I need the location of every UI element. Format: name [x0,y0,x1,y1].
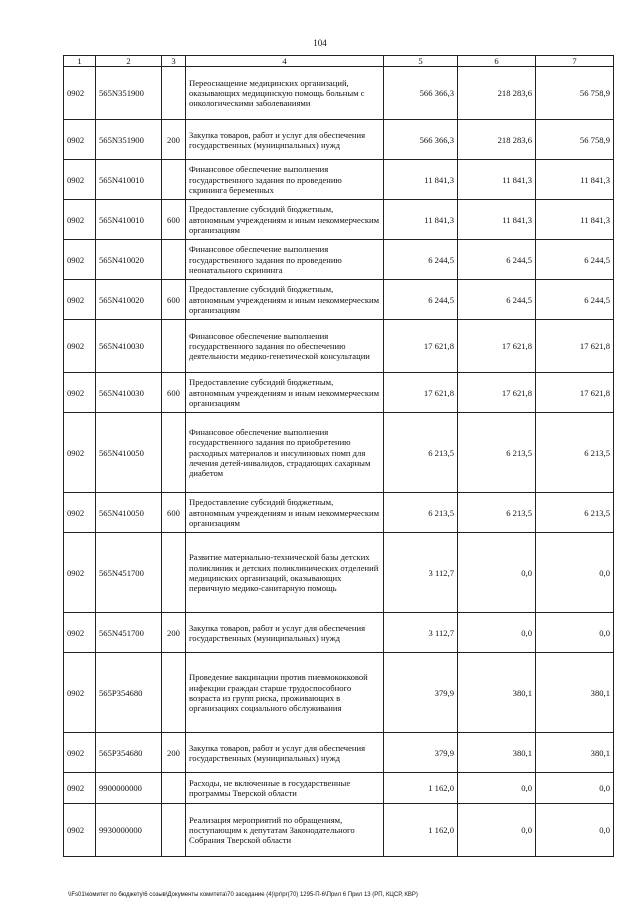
section-code-cell: 0902 [64,67,96,120]
section-code-cell: 0902 [64,200,96,240]
amount-year2-cell: 6 213,5 [458,493,536,533]
expense-type-code-cell: 600 [162,373,186,413]
table-row [64,804,614,857]
target-article-code-cell: 565N410020 [96,240,162,280]
amount-year1-cell: 3 112,7 [384,613,458,653]
table-row [64,533,614,613]
header-cell: 2 [96,56,162,67]
amount-year1-cell: 6 244,5 [384,280,458,320]
table-row [64,773,614,804]
amount-year3-cell: 56 758,9 [536,67,614,120]
amount-year2-cell: 0,0 [458,533,536,613]
footer-file-path: \\Fs01\комитет по бюджету\6 созыв\Документы комитета\70 заседание (4)\pr\pr(70) 1295-П-6\Прил 6 Прил 13 (РП, КЦСР, КВР) [68,892,418,898]
expense-type-code-cell [162,413,186,493]
amount-year3-cell: 6 213,5 [536,413,614,493]
header-cell: 3 [162,56,186,67]
table-row [64,613,614,653]
header-cell: 4 [186,56,384,67]
table-row [64,120,614,160]
expense-type-code-cell [162,320,186,373]
amount-year2-cell: 17 621,8 [458,320,536,373]
amount-year1-cell: 17 621,8 [384,320,458,373]
table-row [64,320,614,373]
target-article-code-cell: 565N351900 [96,120,162,160]
amount-year3-cell: 6 213,5 [536,493,614,533]
expense-type-code-cell: 600 [162,493,186,533]
table-row [64,413,614,493]
description-cell: Переоснащение медицинских организаций, оказывающих медицинскую помощь больным с онкологическими заболеваниями [186,67,384,120]
amount-year3-cell: 6 244,5 [536,240,614,280]
amount-year2-cell: 6 213,5 [458,413,536,493]
description-cell: Предоставление субсидий бюджетным, автономным учреждениям и иным некоммерческим организациям [186,280,384,320]
amount-year3-cell: 0,0 [536,804,614,857]
amount-year2-cell: 218 283,6 [458,120,536,160]
amount-year3-cell: 6 244,5 [536,280,614,320]
target-article-code-cell: 565P354680 [96,653,162,733]
section-code-cell: 0902 [64,280,96,320]
target-article-code-cell: 565N351900 [96,67,162,120]
budget-table [63,55,614,857]
amount-year3-cell: 56 758,9 [536,120,614,160]
expense-type-code-cell [162,653,186,733]
amount-year1-cell: 566 366,3 [384,120,458,160]
expense-type-code-cell [162,160,186,200]
section-code-cell: 0902 [64,120,96,160]
description-cell: Закупка товаров, работ и услуг для обеспечения государственных (муниципальных) нужд [186,613,384,653]
target-article-code-cell: 565N410050 [96,413,162,493]
section-code-cell: 0902 [64,613,96,653]
description-cell: Закупка товаров, работ и услуг для обеспечения государственных (муниципальных) нужд [186,733,384,773]
amount-year3-cell: 11 841,3 [536,160,614,200]
target-article-code-cell: 565P354680 [96,733,162,773]
amount-year1-cell: 566 366,3 [384,67,458,120]
section-code-cell: 0902 [64,373,96,413]
table-row [64,653,614,733]
amount-year1-cell: 1 162,0 [384,773,458,804]
expense-type-code-cell: 600 [162,200,186,240]
amount-year1-cell: 379,9 [384,653,458,733]
amount-year1-cell: 3 112,7 [384,533,458,613]
amount-year3-cell: 0,0 [536,773,614,804]
amount-year2-cell: 11 841,3 [458,160,536,200]
amount-year1-cell: 11 841,3 [384,160,458,200]
amount-year1-cell: 6 213,5 [384,493,458,533]
expense-type-code-cell: 200 [162,733,186,773]
expense-type-code-cell [162,240,186,280]
expense-type-code-cell [162,804,186,857]
amount-year2-cell: 218 283,6 [458,67,536,120]
description-cell: Финансовое обеспечение выполнения государственного задания по проведению неонатального скрининга [186,240,384,280]
amount-year2-cell: 0,0 [458,804,536,857]
expense-type-code-cell [162,533,186,613]
amount-year3-cell: 0,0 [536,533,614,613]
amount-year3-cell: 380,1 [536,653,614,733]
amount-year2-cell: 0,0 [458,613,536,653]
table-row [64,733,614,773]
table-row [64,493,614,533]
target-article-code-cell: 565N410050 [96,493,162,533]
amount-year2-cell: 6 244,5 [458,280,536,320]
section-code-cell: 0902 [64,493,96,533]
section-code-cell: 0902 [64,533,96,613]
amount-year1-cell: 379,9 [384,733,458,773]
amount-year1-cell: 6 244,5 [384,240,458,280]
description-cell: Финансовое обеспечение выполнения государственного задания по обеспечению деятельности медико-генетической консультации [186,320,384,373]
section-code-cell: 0902 [64,804,96,857]
description-cell: Расходы, не включенные в государственные программы Тверской области [186,773,384,804]
table-row [64,67,614,120]
target-article-code-cell: 565N451700 [96,533,162,613]
amount-year2-cell: 6 244,5 [458,240,536,280]
table-row [64,373,614,413]
target-article-code-cell: 565N410010 [96,200,162,240]
page-number: 104 [313,38,327,48]
target-article-code-cell: 565N410010 [96,160,162,200]
amount-year2-cell: 380,1 [458,733,536,773]
amount-year3-cell: 11 841,3 [536,200,614,240]
amount-year3-cell: 380,1 [536,733,614,773]
amount-year1-cell: 6 213,5 [384,413,458,493]
description-cell: Развитие материально-технической базы детских поликлиник и детских поликлинических отделений медицинских организаций, оказывающих первичную медико-санитарную помощь [186,533,384,613]
section-code-cell: 0902 [64,240,96,280]
header-cell: 7 [536,56,614,67]
description-cell: Проведение вакцинации против пневмококковой инфекции граждан старше трудоспособного возраста из групп риска, проживающих в организациях социального обслуживания [186,653,384,733]
description-cell: Предоставление субсидий бюджетным, автономным учреждениям и иным некоммерческим организациям [186,200,384,240]
section-code-cell: 0902 [64,733,96,773]
amount-year2-cell: 0,0 [458,773,536,804]
description-cell: Закупка товаров, работ и услуг для обеспечения государственных (муниципальных) нужд [186,120,384,160]
table-row [64,240,614,280]
target-article-code-cell: 9900000000 [96,773,162,804]
table-row [64,280,614,320]
target-article-code-cell: 565N410030 [96,320,162,373]
target-article-code-cell: 565N410020 [96,280,162,320]
table-header-row [64,56,614,67]
header-cell: 6 [458,56,536,67]
expense-type-code-cell [162,67,186,120]
amount-year1-cell: 17 621,8 [384,373,458,413]
amount-year2-cell: 11 841,3 [458,200,536,240]
section-code-cell: 0902 [64,653,96,733]
description-cell: Реализация мероприятий по обращениям, поступающим к депутатам Законодательного Собрания Тверской области [186,804,384,857]
header-cell: 1 [64,56,96,67]
amount-year1-cell: 1 162,0 [384,804,458,857]
section-code-cell: 0902 [64,320,96,373]
table-row [64,160,614,200]
expense-type-code-cell: 600 [162,280,186,320]
expense-type-code-cell: 200 [162,613,186,653]
expense-type-code-cell [162,773,186,804]
target-article-code-cell: 9930000000 [96,804,162,857]
description-cell: Финансовое обеспечение выполнения государственного задания по приобретению расходных материалов и инсулиновых помп для лечения детей-инвалидов, страдающих сахарным диабетом [186,413,384,493]
section-code-cell: 0902 [64,773,96,804]
target-article-code-cell: 565N451700 [96,613,162,653]
description-cell: Предоставление субсидий бюджетным, автономным учреждениям и иным некоммерческим организациям [186,373,384,413]
amount-year3-cell: 17 621,8 [536,373,614,413]
amount-year2-cell: 17 621,8 [458,373,536,413]
amount-year3-cell: 0,0 [536,613,614,653]
table-row [64,200,614,240]
amount-year3-cell: 17 621,8 [536,320,614,373]
target-article-code-cell: 565N410030 [96,373,162,413]
expense-type-code-cell: 200 [162,120,186,160]
amount-year1-cell: 11 841,3 [384,200,458,240]
description-cell: Предоставление субсидий бюджетным, автономным учреждениям и иным некоммерческим организациям [186,493,384,533]
header-cell: 5 [384,56,458,67]
amount-year2-cell: 380,1 [458,653,536,733]
section-code-cell: 0902 [64,160,96,200]
description-cell: Финансовое обеспечение выполнения государственного задания по проведению скрининга беременных [186,160,384,200]
section-code-cell: 0902 [64,413,96,493]
